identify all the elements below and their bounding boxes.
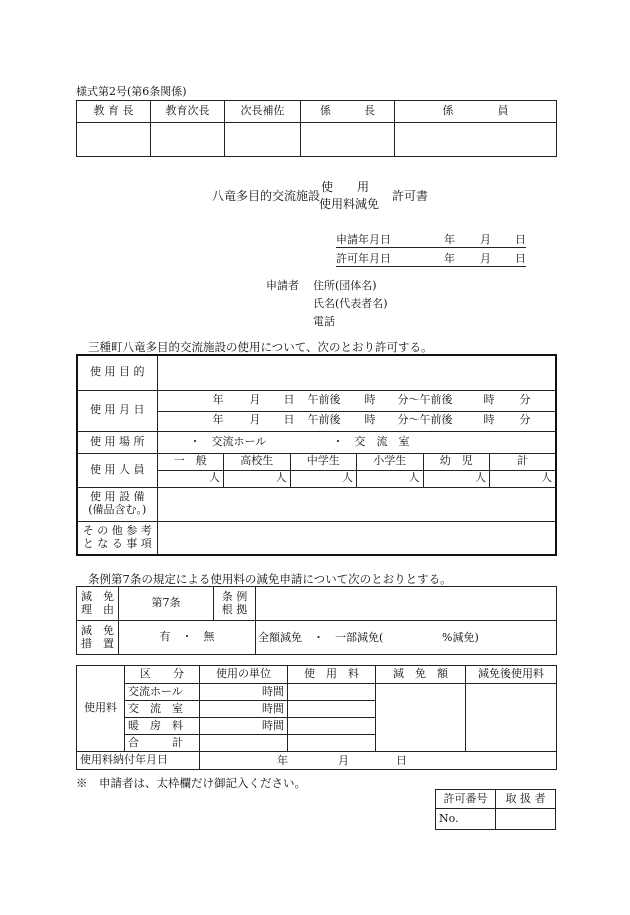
permit-no-field[interactable]: No. <box>436 809 496 830</box>
date2-ampm: 午前後 <box>307 412 341 426</box>
place-option-hall[interactable]: ・ 交流ホール <box>189 434 267 448</box>
reason-article: 第7条 <box>119 587 214 621</box>
basis-label <box>214 587 256 621</box>
people-count-general[interactable]: 人 <box>157 470 224 487</box>
date1-day: 日 <box>283 392 295 406</box>
title-permit: 許可書 <box>392 189 429 203</box>
people-cat-high: 高校生 <box>224 453 291 470</box>
applicant-address[interactable]: 住所(団体名) <box>313 279 377 292</box>
other-label <box>77 521 157 555</box>
note-text: ※ 申請者は、太枠欄だけ御記入ください。 <box>76 776 306 790</box>
date1-year: 年 <box>212 392 224 406</box>
date-field[interactable] <box>157 390 556 431</box>
equipment-label-l1: 使 用 設 備 <box>90 490 145 504</box>
basis-label-l2: 根 拠 <box>221 602 248 616</box>
pay-day-mark: 日 <box>396 754 407 767</box>
permit-date-line[interactable] <box>336 250 526 267</box>
permit-day-mark: 日 <box>515 252 526 265</box>
fee-row-room-fee[interactable] <box>288 701 376 718</box>
fee-header-category: 区 分 <box>125 666 200 684</box>
place-option-room[interactable]: ・ 交 流 室 <box>332 434 410 448</box>
measure-yes-no[interactable]: 有 ・ 無 <box>119 621 256 655</box>
permit-box <box>435 789 556 830</box>
fee-row-heating-fee[interactable] <box>288 718 376 735</box>
measure-percent: %減免) <box>442 631 479 644</box>
measure-amount[interactable] <box>256 621 557 655</box>
approval-stamp-1[interactable] <box>77 123 151 157</box>
place-label: 使 用 場 所 <box>77 431 157 453</box>
title-facility: 八竜多目的交流施設 <box>212 189 321 203</box>
measure-full-partial: 全額減免 ・ 一部減免( <box>258 631 384 644</box>
approval-stamp-4[interactable] <box>301 123 395 157</box>
approval-header-3: 次長補佐 <box>225 101 301 123</box>
date2-month: 月 <box>249 412 261 426</box>
fee-header-reduction: 減 免 額 <box>376 666 466 684</box>
fee-after-reduction[interactable] <box>466 684 557 752</box>
permit-no-label: 許可番号 <box>436 790 496 809</box>
reason-label-l1: 減 免 <box>81 589 114 603</box>
applicant-phone[interactable]: 電話 <box>313 315 335 328</box>
approval-header-2: 教育次長 <box>151 101 225 123</box>
people-label: 使 用 人 員 <box>77 453 157 487</box>
reduction-intro: 条例第7条の規定による使用料の減免申請について次のとおりとする。 <box>88 572 452 586</box>
apply-month-mark: 月 <box>480 233 491 246</box>
date1-hour: 時 <box>364 392 376 406</box>
fee-row-heating-unit[interactable]: 時間 <box>200 718 288 735</box>
approval-table <box>76 100 557 157</box>
other-label-l1: そ の 他 参 考 <box>82 524 152 538</box>
apply-year-mark: 年 <box>444 233 455 246</box>
date2-min2: 分 <box>519 412 531 426</box>
pay-year-mark: 年 <box>277 754 288 767</box>
date2-min: 分〜午前後 <box>397 412 453 426</box>
date2-day: 日 <box>283 412 295 426</box>
date1-ampm: 午前後 <box>307 392 341 406</box>
approval-header-4: 係 長 <box>301 101 395 123</box>
date2-hour: 時 <box>364 412 376 426</box>
date2-year: 年 <box>212 412 224 426</box>
people-count-infant[interactable]: 人 <box>423 470 490 487</box>
fee-row-room-label: 交 流 室 <box>125 701 200 718</box>
people-cat-general: 一 般 <box>157 453 224 470</box>
applicant-name[interactable]: 氏名(代表者名) <box>313 297 388 310</box>
people-count-high[interactable]: 人 <box>224 470 291 487</box>
apply-date-label: 申請年月日 <box>336 233 391 246</box>
applicant-label: 申請者 <box>266 279 299 292</box>
place-field[interactable] <box>157 431 556 453</box>
reason-label-l2: 理 由 <box>81 602 114 616</box>
form-number: 様式第2号(第6条関係) <box>76 85 187 98</box>
fee-side-label: 使用料 <box>77 666 125 752</box>
approval-header-1: 教 育 長 <box>77 101 151 123</box>
people-cat-elementary: 小学生 <box>357 453 424 470</box>
fee-row-total-fee[interactable] <box>288 735 376 752</box>
fee-row-room-unit[interactable]: 時間 <box>200 701 288 718</box>
date1-month: 月 <box>249 392 261 406</box>
purpose-label: 使 用 目 的 <box>77 355 157 390</box>
date1-hour2: 時 <box>483 392 495 406</box>
approval-header-5: 係 員 <box>395 101 557 123</box>
pay-month-mark: 月 <box>338 754 349 767</box>
basis-field[interactable] <box>256 587 557 621</box>
date1-min: 分〜午前後 <box>397 392 453 406</box>
handler-field[interactable] <box>496 809 556 830</box>
date2-hour2: 時 <box>483 412 495 426</box>
apply-day-mark: 日 <box>515 233 526 246</box>
purpose-field[interactable] <box>157 355 556 390</box>
date-label: 使 用 月 日 <box>77 390 157 431</box>
permit-month-mark: 月 <box>480 252 491 265</box>
usage-table <box>76 354 557 556</box>
reduction-table <box>76 586 557 655</box>
people-cat-infant: 幼 児 <box>423 453 490 470</box>
permit-date-label: 許可年月日 <box>336 252 391 265</box>
fee-table <box>76 665 557 770</box>
fee-row-hall-label: 交流ホール <box>125 684 200 701</box>
approval-stamp-2[interactable] <box>151 123 225 157</box>
measure-label-l2: 措 置 <box>81 636 114 650</box>
title-fee-exempt: 使用料減免 <box>319 197 380 211</box>
people-count-total[interactable]: 人 <box>490 470 557 487</box>
fee-header-unit: 使用の単位 <box>200 666 288 684</box>
fee-row-hall-unit[interactable]: 時間 <box>200 684 288 701</box>
fee-row-heating-label: 暖 房 料 <box>125 718 200 735</box>
fee-header-after: 減免後使用料 <box>466 666 557 684</box>
fee-row-total-unit[interactable] <box>200 735 288 752</box>
intro-text: 三種町八竜多目的交流施設の使用について、次のとおり許可する。 <box>88 340 433 354</box>
fee-header-fee: 使 用 料 <box>288 666 376 684</box>
people-count-elementary[interactable]: 人 <box>357 470 424 487</box>
people-count-junior[interactable]: 人 <box>290 470 357 487</box>
approval-stamp-5[interactable] <box>395 123 557 157</box>
measure-label <box>77 621 119 655</box>
pay-date-field[interactable] <box>200 752 557 770</box>
other-field[interactable] <box>157 521 556 555</box>
equipment-field[interactable] <box>157 487 556 521</box>
measure-label-l1: 減 免 <box>81 623 114 637</box>
pay-date-label: 使用料納付年月日 <box>77 752 200 770</box>
approval-stamp-3[interactable] <box>225 123 301 157</box>
people-cat-junior: 中学生 <box>290 453 357 470</box>
equipment-label <box>77 487 157 521</box>
apply-date-line[interactable] <box>336 231 526 248</box>
basis-label-l1: 条 例 <box>221 589 248 603</box>
handler-label: 取 扱 者 <box>496 790 556 809</box>
people-cat-total: 計 <box>490 453 557 470</box>
date1-min2: 分 <box>519 392 531 406</box>
other-label-l2: と な る 事 項 <box>82 536 152 550</box>
equipment-label-l2: (備品含む。) <box>88 503 147 516</box>
permit-year-mark: 年 <box>444 252 455 265</box>
title-use: 使 用 <box>321 180 370 194</box>
fee-row-total-label: 合 計 <box>125 735 200 752</box>
reason-label <box>77 587 119 621</box>
fee-row-hall-fee[interactable] <box>288 684 376 701</box>
fee-reduction-amount[interactable] <box>376 684 466 752</box>
